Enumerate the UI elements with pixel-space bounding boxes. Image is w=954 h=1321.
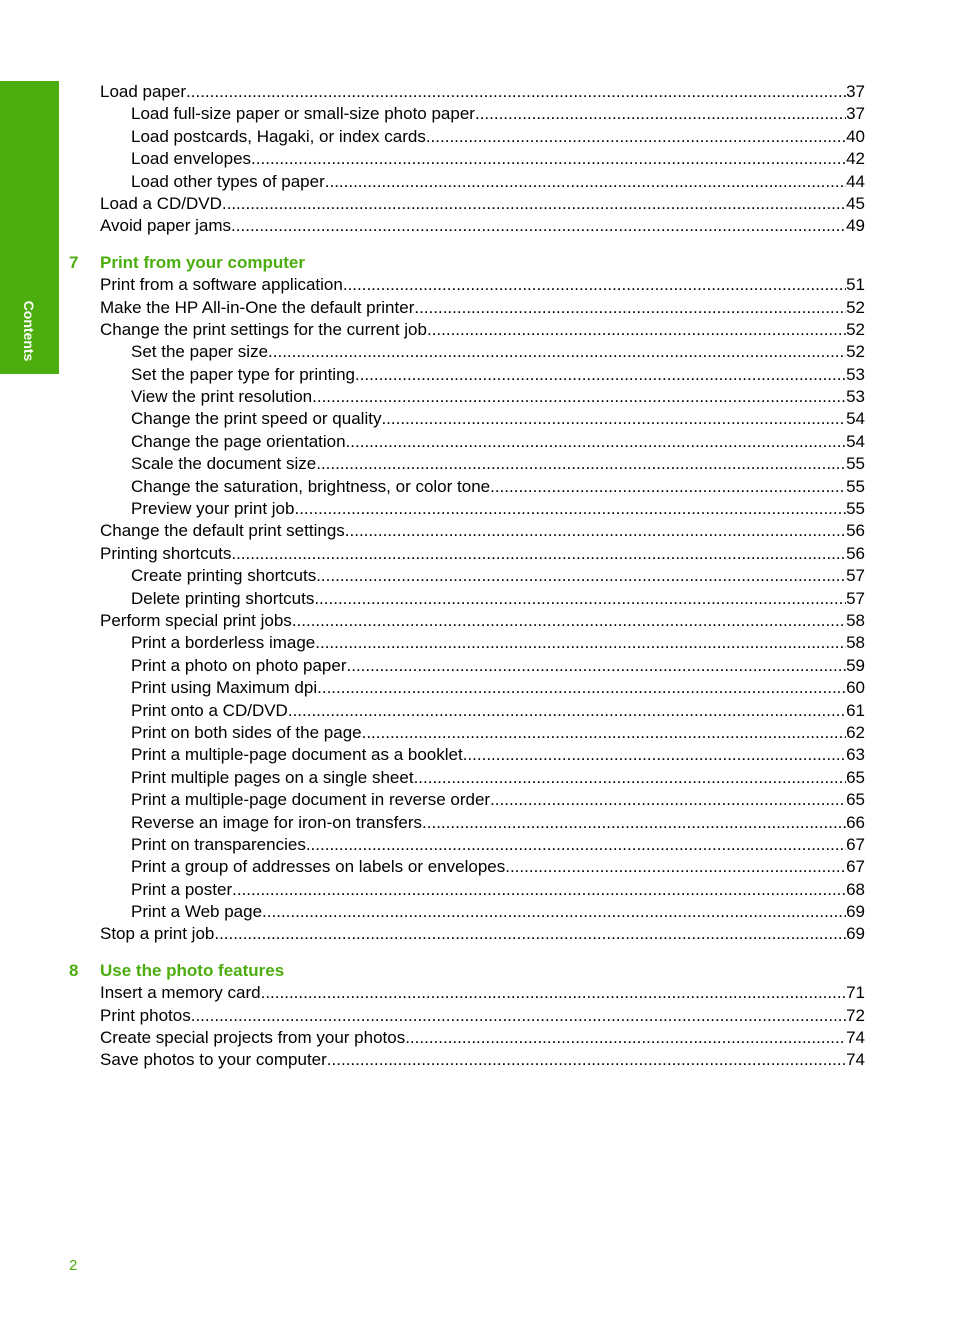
dot-leader: [312, 386, 846, 408]
toc-entry: [0, 744, 954, 766]
toc-entry: [0, 148, 954, 170]
toc-entry-title: Change the saturation, brightness, or color tone: [131, 476, 491, 496]
toc-entry-title: Change the page orientation: [131, 431, 346, 451]
chapter-number: 8: [69, 960, 79, 980]
dot-leader: [427, 319, 846, 341]
dot-leader: [222, 193, 846, 215]
toc-entry-title: Make the HP All-in-One the default printer: [100, 297, 415, 317]
dot-leader: [186, 81, 846, 103]
toc-entry-link[interactable]: [100, 1005, 865, 1027]
dot-leader: [232, 879, 846, 901]
page-number: 2: [69, 1257, 78, 1274]
toc-entry: [0, 1049, 954, 1071]
toc-entry: [0, 700, 954, 722]
toc-entry-page: 69: [846, 924, 865, 944]
dot-leader: [314, 588, 846, 610]
toc-entry-link[interactable]: [100, 274, 865, 296]
toc-entry-title: Print multiple pages on a single sheet: [131, 767, 414, 787]
toc-entry-page: 74: [846, 1028, 865, 1048]
toc-entry-page: 58: [846, 633, 865, 653]
dot-leader: [306, 834, 846, 856]
toc-entry-page: 53: [846, 364, 865, 384]
toc-entry: [0, 1005, 954, 1027]
toc-entry-link[interactable]: [100, 297, 865, 319]
dot-leader: [327, 1049, 846, 1071]
dot-leader: [405, 1027, 846, 1049]
dot-leader: [316, 453, 846, 475]
toc-entry-title: Load other types of paper: [131, 171, 325, 191]
toc-entry-link[interactable]: [100, 81, 865, 103]
toc-entry-title: Print a group of addresses on labels or envelopes: [131, 857, 506, 877]
toc-entry-title: Print on transparencies: [131, 834, 306, 854]
toc-entry-page: 71: [846, 983, 865, 1003]
toc-entry-title: Load paper: [100, 82, 187, 101]
toc-entry-link[interactable]: [131, 834, 865, 856]
toc-entry: [0, 722, 954, 744]
toc-entry: [0, 171, 954, 193]
toc-entry-title: Change the default print settings: [100, 521, 345, 541]
toc-entry-link[interactable]: [131, 722, 865, 744]
dot-leader: [362, 722, 846, 744]
toc-entry-title: Print photos: [100, 1005, 191, 1025]
toc-entry-title: Load envelopes: [131, 149, 252, 169]
toc-entry: [0, 386, 954, 408]
toc-entry-title: Print using Maximum dpi: [131, 678, 318, 698]
toc-entry-link[interactable]: [100, 610, 865, 632]
toc-entry-page: 40: [846, 126, 865, 146]
toc-entry-link[interactable]: [100, 1049, 865, 1071]
toc-entry-link[interactable]: [131, 655, 865, 677]
toc-entry: [0, 677, 954, 699]
toc-entry-page: 54: [846, 431, 865, 451]
toc-entry-title: Change the print speed or quality: [131, 409, 382, 429]
toc-entry-link[interactable]: [100, 982, 865, 1004]
toc-entry: [0, 655, 954, 677]
dot-leader: [505, 856, 846, 878]
toc-entry: [0, 341, 954, 363]
toc-entry: [0, 408, 954, 430]
dot-leader: [315, 632, 846, 654]
toc-entry: [0, 520, 954, 542]
toc-entry-page: 52: [846, 297, 865, 317]
toc-entry: [0, 1027, 954, 1049]
toc-entry-link[interactable]: [131, 744, 865, 766]
toc-entry: [0, 982, 954, 1004]
toc-entry-page: 60: [846, 678, 865, 698]
toc-entry-page: 52: [846, 342, 865, 362]
toc-entry-title: Print from a software application: [100, 275, 343, 295]
toc-entry-page: 65: [846, 790, 865, 810]
toc-entry: [0, 476, 954, 498]
dot-leader: [381, 408, 846, 430]
toc-entry-link[interactable]: [131, 632, 865, 654]
toc-entry-title: Create special projects from your photos: [100, 1028, 406, 1048]
toc-entry: [0, 610, 954, 632]
toc-entry-page: 67: [846, 857, 865, 877]
toc-entry-link[interactable]: [131, 408, 865, 430]
toc-entry-link[interactable]: [131, 879, 865, 901]
toc-entry: [0, 767, 954, 789]
toc-entry-page: 56: [846, 521, 865, 541]
toc-entry: [0, 588, 954, 610]
toc-entry-page: 37: [846, 104, 865, 124]
toc-entry-page: 66: [846, 812, 865, 832]
toc-entry-page: 57: [846, 588, 865, 608]
toc-entry-link[interactable]: [131, 476, 865, 498]
toc-entry-title: Print a multiple-page document as a booklet: [131, 745, 463, 765]
toc-entry: [0, 498, 954, 520]
dot-leader: [475, 103, 846, 125]
toc-entry-link[interactable]: [131, 171, 865, 193]
toc-entry-link[interactable]: [131, 767, 865, 789]
toc-entry-page: 62: [846, 722, 865, 742]
toc-entry: [0, 81, 954, 103]
toc-entry-title: View the print resolution: [131, 387, 313, 407]
toc-entry-title: Perform special print jobs: [100, 610, 292, 630]
dot-leader: [231, 215, 846, 237]
dot-leader: [422, 812, 846, 834]
toc-entry-link[interactable]: [131, 498, 865, 520]
toc-entry-title: Print a borderless image: [131, 633, 316, 653]
toc-entry-link[interactable]: [131, 431, 865, 453]
toc-entry-title: Scale the document size: [131, 454, 317, 474]
dot-leader: [268, 341, 846, 363]
toc-entry-link[interactable]: [131, 341, 865, 363]
toc-entry: [0, 565, 954, 587]
contents-side-tab-label: Contents: [21, 300, 37, 362]
chapter-title[interactable]: Print from your computer: [100, 252, 305, 272]
dot-leader: [463, 744, 846, 766]
toc-entry-link[interactable]: [131, 453, 865, 475]
toc-entry-title: Print on both sides of the page: [131, 722, 362, 742]
toc-entry: [0, 364, 954, 386]
toc-entry-link[interactable]: [100, 923, 865, 945]
toc-entry-link[interactable]: [100, 215, 865, 237]
toc-entry-page: 54: [846, 409, 865, 429]
dot-leader: [355, 364, 846, 386]
toc-entry-title: Preview your print job: [131, 499, 295, 519]
toc-entry-link[interactable]: [131, 364, 865, 386]
toc-entry-link[interactable]: [131, 677, 865, 699]
toc-entry: [0, 103, 954, 125]
toc-entry-title: Delete printing shortcuts: [131, 588, 315, 608]
toc-entry-link[interactable]: [131, 901, 865, 923]
toc-entry-page: 69: [846, 902, 865, 922]
toc-entry-link[interactable]: [131, 565, 865, 587]
toc-entry-title: Insert a memory card: [100, 983, 261, 1003]
toc-entry-link[interactable]: [100, 520, 865, 542]
toc-entry-page: 56: [846, 543, 865, 563]
dot-leader: [414, 767, 847, 789]
toc-entry-title: Reverse an image for iron-on transfers: [131, 812, 423, 832]
toc-entry: [0, 319, 954, 341]
toc-entry-link[interactable]: [131, 856, 865, 878]
chapter-number: 7: [69, 252, 79, 272]
dot-leader: [214, 923, 846, 945]
toc-entry-page: 44: [846, 171, 865, 191]
toc-entry-link[interactable]: [131, 789, 865, 811]
toc-entry-title: Print onto a CD/DVD: [131, 700, 288, 720]
toc-entry-title: Load a CD/DVD: [100, 193, 222, 213]
dot-leader: [292, 610, 846, 632]
dot-leader: [426, 126, 846, 148]
dot-leader: [261, 982, 846, 1004]
toc-entry: [0, 632, 954, 654]
toc-entry-title: Avoid paper jams: [100, 216, 232, 236]
toc-entry-link[interactable]: [131, 386, 865, 408]
toc-entry-page: 37: [846, 82, 865, 101]
toc-entry-page: 74: [846, 1050, 865, 1070]
toc-entry-title: Print a multiple-page document in reverse order: [131, 790, 491, 810]
toc-entry-page: 68: [846, 879, 865, 899]
toc-entry-page: 72: [846, 1005, 865, 1025]
toc-entry-title: Print a poster: [131, 879, 233, 899]
toc-entry-page: 42: [846, 149, 865, 169]
toc-entry-link[interactable]: [131, 126, 865, 148]
toc-entry-link[interactable]: [131, 148, 865, 170]
toc-entry-title: Printing shortcuts: [100, 543, 232, 563]
toc-entry: [0, 812, 954, 834]
toc-entry-link[interactable]: [131, 812, 865, 834]
toc-entry-title: Save photos to your computer: [100, 1050, 327, 1070]
toc-entry: [0, 789, 954, 811]
dot-leader: [251, 148, 846, 170]
dot-leader: [316, 565, 846, 587]
dot-leader: [288, 700, 846, 722]
dot-leader: [347, 655, 847, 677]
toc-entry: [0, 297, 954, 319]
toc-entry-page: 55: [846, 454, 865, 474]
toc-entry: [0, 856, 954, 878]
table-of-contents: [0, 81, 954, 1072]
toc-entry-page: 45: [846, 193, 865, 213]
toc-entry-title: Load postcards, Hagaki, or index cards: [131, 126, 426, 146]
toc-entry-title: Load full-size paper or small-size photo paper: [131, 104, 475, 124]
toc-entry: [0, 193, 954, 215]
toc-entry: [0, 274, 954, 296]
toc-entry-title: Print a Web page: [131, 902, 263, 922]
toc-entry-page: 49: [846, 216, 865, 236]
toc-entry: [0, 901, 954, 923]
dot-leader: [231, 543, 846, 565]
toc-entry-title: Stop a print job: [100, 924, 215, 944]
toc-entry-page: 53: [846, 387, 865, 407]
dot-leader: [343, 274, 846, 296]
toc-entry-title: Print a photo on photo paper: [131, 655, 347, 675]
chapter-title[interactable]: Use the photo features: [100, 960, 285, 980]
dot-leader: [191, 1005, 846, 1027]
toc-entry-page: 65: [846, 767, 865, 787]
toc-entry-link[interactable]: [131, 588, 865, 610]
toc-entry-page: 61: [846, 700, 865, 720]
toc-entry-page: 55: [846, 476, 865, 496]
toc-entry-title: Create printing shortcuts: [131, 566, 317, 586]
dot-leader: [294, 498, 846, 520]
toc-entry-title: Set the paper size: [131, 342, 269, 362]
toc-entry: [0, 453, 954, 475]
dot-leader: [325, 171, 846, 193]
toc-chapter-heading: [0, 252, 954, 274]
dot-leader: [345, 520, 846, 542]
dot-leader: [317, 677, 846, 699]
toc-entry-page: 63: [846, 745, 865, 765]
toc-entry-page: 58: [846, 610, 865, 630]
toc-entry: [0, 879, 954, 901]
toc-entry-page: 51: [846, 275, 865, 295]
toc-entry-page: 59: [846, 655, 865, 675]
toc-entry-page: 57: [846, 566, 865, 586]
toc-entry-page: 67: [846, 834, 865, 854]
toc-entry: [0, 923, 954, 945]
toc-entry: [0, 834, 954, 856]
toc-entry-title: Set the paper type for printing: [131, 364, 355, 384]
toc-entry: [0, 215, 954, 237]
dot-leader: [414, 297, 846, 319]
toc-entry-link[interactable]: [100, 543, 865, 565]
toc-entry-link[interactable]: [100, 193, 865, 215]
dot-leader: [490, 789, 846, 811]
toc-entry-link[interactable]: [131, 700, 865, 722]
toc-entry-title: Change the print settings for the current job: [100, 319, 427, 339]
toc-entry-link[interactable]: [131, 103, 865, 125]
dot-leader: [262, 901, 846, 923]
toc-chapter-heading: [0, 960, 954, 982]
toc-entry-page: 52: [846, 319, 865, 339]
toc-entry: [0, 431, 954, 453]
toc-entry-page: 55: [846, 499, 865, 519]
toc-entry: [0, 543, 954, 565]
toc-entry: [0, 126, 954, 148]
dot-leader: [346, 431, 847, 453]
dot-leader: [490, 476, 846, 498]
toc-entry-link[interactable]: [100, 1027, 865, 1049]
toc-entry-link[interactable]: [100, 319, 865, 341]
